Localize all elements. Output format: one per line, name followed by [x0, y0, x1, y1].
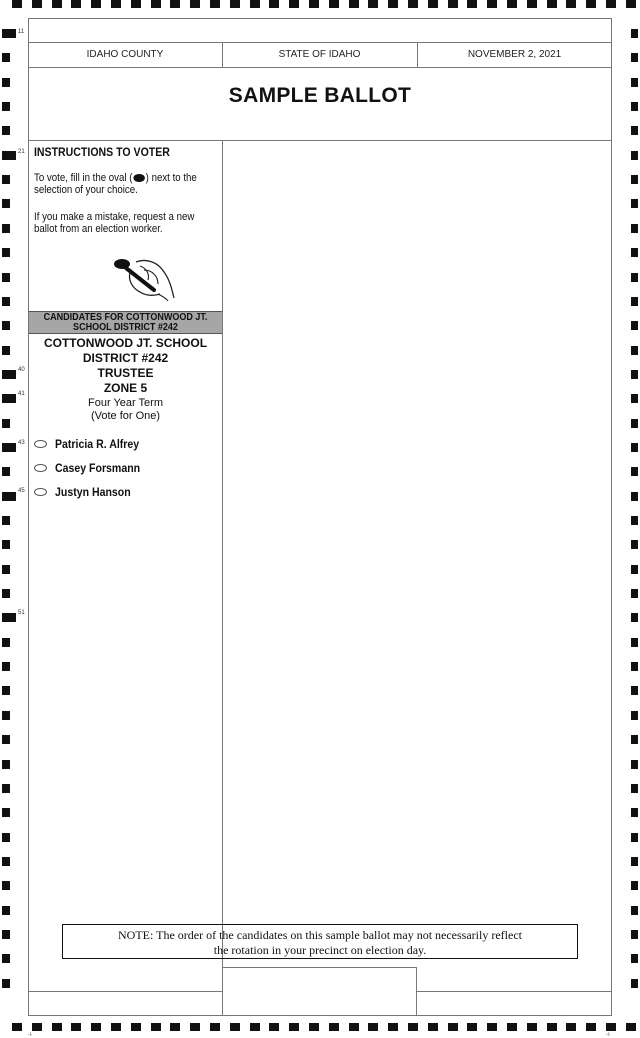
timing-mark: [626, 0, 636, 8]
timing-mark: [606, 1023, 616, 1031]
timing-mark: [2, 346, 10, 355]
timing-mark: [507, 0, 517, 8]
timing-mark: [631, 808, 638, 817]
row-number: 45: [18, 488, 25, 494]
contest-vote-for: (Vote for One): [90, 410, 161, 422]
contest-header: [29, 311, 222, 334]
filled-oval-icon: [133, 174, 144, 182]
corner-tick: -l-: [606, 1032, 611, 1038]
timing-mark: [2, 979, 10, 988]
timing-mark: [631, 906, 638, 915]
timing-mark: [631, 516, 638, 525]
timing-mark: [289, 0, 299, 8]
timing-mark: [2, 443, 16, 452]
instructions-heading: INSTRUCTIONS TO VOTER: [34, 145, 170, 159]
timing-mark: [329, 1023, 339, 1031]
timing-mark: [2, 297, 10, 306]
timing-mark: [527, 0, 537, 8]
timing-mark: [210, 0, 220, 8]
hand-marking-oval-icon: [106, 254, 178, 302]
timing-mark: [631, 394, 638, 403]
ballot-title: SAMPLE BALLOT: [228, 84, 412, 107]
timing-mark: [2, 370, 16, 379]
timing-mark: [631, 346, 638, 355]
timing-mark: [408, 1023, 418, 1031]
timing-mark: [388, 1023, 398, 1031]
timing-mark: [2, 857, 10, 866]
instructions-text: ) next to the selection of your choice.: [34, 172, 197, 196]
timing-mark: [2, 126, 10, 135]
row-number: 21: [18, 149, 25, 155]
timing-mark: [71, 0, 81, 8]
timing-mark: [2, 760, 10, 769]
instructions-line-1: [34, 172, 219, 196]
timing-mark: [631, 273, 638, 282]
timing-mark: [349, 0, 359, 8]
candidate-option[interactable]: [34, 485, 141, 499]
divider: [28, 140, 612, 141]
timing-mark: [487, 1023, 497, 1031]
timing-mark: [269, 0, 279, 8]
timing-mark: [428, 1023, 438, 1031]
timing-mark: [631, 297, 638, 306]
timing-mark: [626, 1023, 636, 1031]
candidate-name: Patricia R. Alfrey: [55, 437, 140, 451]
rotation-note: [62, 924, 578, 959]
timing-mark: [2, 516, 10, 525]
timing-mark: [309, 1023, 319, 1031]
timing-mark: [2, 930, 10, 939]
timing-mark: [631, 881, 638, 890]
timing-mark: [2, 175, 10, 184]
vote-oval[interactable]: [34, 440, 47, 448]
timing-mark: [631, 199, 638, 208]
timing-mark: [631, 540, 638, 549]
timing-mark: [631, 370, 638, 379]
timing-mark: [368, 0, 378, 8]
stub-box: [222, 967, 417, 1016]
timing-mark: [631, 78, 638, 87]
timing-mark: [2, 102, 10, 111]
timing-mark: [631, 784, 638, 793]
timing-mark: [329, 0, 339, 8]
vote-oval[interactable]: [34, 488, 47, 496]
timing-mark: [52, 0, 62, 8]
timing-mark: [467, 0, 477, 8]
vote-oval[interactable]: [34, 464, 47, 472]
timing-mark: [2, 273, 10, 282]
timing-mark: [631, 662, 638, 671]
note-line: the rotation in your precinct on election day.: [213, 943, 427, 957]
timing-mark: [631, 589, 638, 598]
timing-mark: [190, 0, 200, 8]
timing-mark: [2, 248, 10, 257]
timing-mark: [631, 930, 638, 939]
timing-mark: [289, 1023, 299, 1031]
timing-mark: [631, 151, 638, 160]
timing-mark: [170, 1023, 180, 1031]
timing-mark: [388, 0, 398, 8]
timing-mark: [631, 29, 638, 38]
timing-mark: [111, 1023, 121, 1031]
note-line: NOTE: The order of the candidates on this sample ballot may not necessarily reflect: [118, 928, 522, 942]
timing-mark: [448, 1023, 458, 1031]
timing-mark: [111, 0, 121, 8]
timing-mark: [566, 0, 576, 8]
timing-mark: [230, 1023, 240, 1031]
timing-mark: [631, 175, 638, 184]
row-number: 43: [18, 440, 25, 446]
timing-mark: [170, 0, 180, 8]
instructions-text: To vote, fill in the oval (: [34, 172, 133, 184]
timing-mark: [131, 0, 141, 8]
timing-mark: [2, 833, 10, 842]
header-date: NOVEMBER 2, 2021: [467, 49, 562, 60]
timing-mark: [2, 224, 10, 233]
timing-mark: [151, 1023, 161, 1031]
instructions-line-2: If you make a mistake, request a new ballot from an election worker.: [34, 211, 195, 235]
row-number: 51: [18, 610, 25, 616]
row-number: 11: [18, 29, 25, 35]
timing-mark: [2, 589, 10, 598]
candidate-option[interactable]: [34, 461, 152, 475]
timing-mark: [2, 784, 10, 793]
timing-mark: [368, 1023, 378, 1031]
timing-mark: [250, 1023, 260, 1031]
timing-mark: [547, 1023, 557, 1031]
timing-mark: [2, 808, 10, 817]
timing-mark: [631, 613, 638, 622]
timing-mark: [151, 0, 161, 8]
timing-mark: [91, 0, 101, 8]
timing-mark: [2, 540, 10, 549]
timing-mark: [487, 0, 497, 8]
timing-mark: [2, 638, 10, 647]
timing-mark: [631, 53, 638, 62]
timing-mark: [2, 492, 16, 501]
timing-mark: [2, 53, 10, 62]
timing-mark: [230, 0, 240, 8]
contest-title: COTTONWOOD JT. SCHOOL: [43, 336, 208, 350]
timing-mark: [631, 419, 638, 428]
timing-mark: [2, 565, 10, 574]
timing-mark: [631, 102, 638, 111]
candidate-option[interactable]: [34, 437, 151, 451]
candidate-name: Justyn Hanson: [55, 485, 131, 499]
timing-mark: [12, 1023, 22, 1031]
corner-tick: -l-: [28, 1032, 33, 1038]
timing-mark: [631, 979, 638, 988]
contest-header-text: CANDIDATES FOR COTTONWOOD JT. SCHOOL DISTRICT #242: [43, 312, 208, 333]
timing-mark: [2, 686, 10, 695]
timing-mark: [631, 565, 638, 574]
timing-mark: [2, 711, 10, 720]
timing-mark: [586, 0, 596, 8]
row-number: 40: [18, 367, 25, 373]
timing-mark: [467, 1023, 477, 1031]
timing-mark: [2, 906, 10, 915]
timing-mark: [507, 1023, 517, 1031]
column-divider: [222, 140, 223, 991]
timing-mark: [52, 1023, 62, 1031]
timing-mark: [2, 662, 10, 671]
timing-mark: [2, 78, 10, 87]
divider: [28, 67, 612, 68]
timing-mark: [32, 0, 42, 8]
timing-mark: [131, 1023, 141, 1031]
timing-mark: [631, 833, 638, 842]
timing-mark: [2, 321, 10, 330]
timing-mark: [631, 224, 638, 233]
timing-mark: [91, 1023, 101, 1031]
timing-mark: [408, 0, 418, 8]
timing-mark: [566, 1023, 576, 1031]
timing-mark: [631, 467, 638, 476]
timing-mark: [32, 1023, 42, 1031]
header-county: IDAHO COUNTY: [86, 49, 164, 60]
contest-title: TRUSTEE: [97, 366, 154, 380]
timing-mark: [2, 735, 10, 744]
timing-mark: [586, 1023, 596, 1031]
timing-mark: [631, 126, 638, 135]
timing-mark: [428, 0, 438, 8]
timing-mark: [631, 321, 638, 330]
header-state: STATE OF IDAHO: [278, 49, 361, 60]
timing-mark: [71, 1023, 81, 1031]
timing-mark: [250, 0, 260, 8]
timing-mark: [349, 1023, 359, 1031]
contest-title: DISTRICT #242: [82, 351, 169, 365]
contest-title: ZONE 5: [103, 381, 148, 395]
timing-mark: [2, 881, 10, 890]
timing-mark: [631, 711, 638, 720]
timing-mark: [527, 1023, 537, 1031]
timing-mark: [210, 1023, 220, 1031]
timing-mark: [448, 0, 458, 8]
timing-mark: [631, 735, 638, 744]
timing-mark: [2, 467, 10, 476]
timing-mark: [631, 760, 638, 769]
ballot-frame: [28, 18, 612, 1016]
timing-mark: [2, 151, 16, 160]
contest-term: Four Year Term: [87, 397, 163, 409]
timing-mark: [2, 419, 10, 428]
candidate-name: Casey Forsmann: [55, 461, 141, 475]
timing-mark: [606, 0, 616, 8]
timing-mark: [2, 954, 10, 963]
timing-mark: [631, 954, 638, 963]
timing-mark: [12, 0, 22, 8]
timing-mark: [309, 0, 319, 8]
timing-mark: [631, 638, 638, 647]
timing-mark: [2, 613, 16, 622]
timing-mark: [2, 29, 16, 38]
timing-mark: [269, 1023, 279, 1031]
timing-mark: [631, 443, 638, 452]
row-number: 41: [18, 391, 25, 397]
timing-mark: [2, 394, 16, 403]
timing-mark: [631, 492, 638, 501]
timing-mark: [631, 686, 638, 695]
timing-mark: [631, 857, 638, 866]
timing-mark: [547, 0, 557, 8]
timing-mark: [2, 199, 10, 208]
timing-mark: [190, 1023, 200, 1031]
timing-mark: [631, 248, 638, 257]
